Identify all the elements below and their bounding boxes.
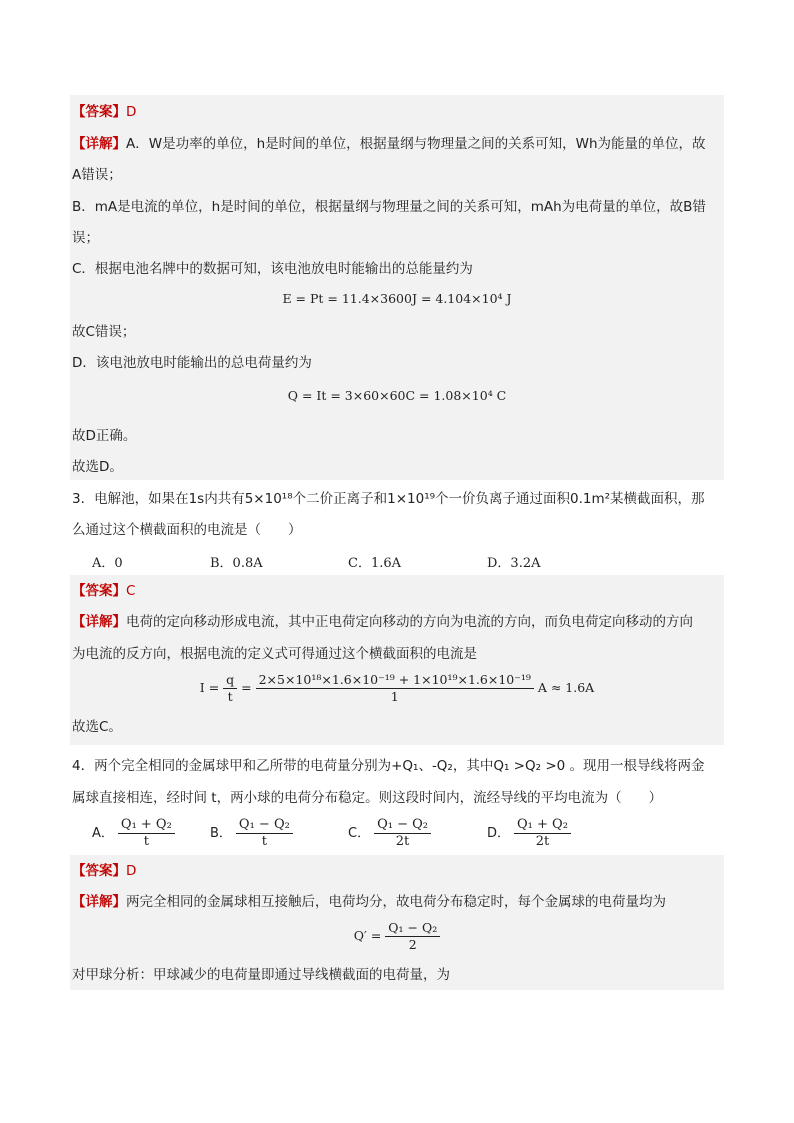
- q4-option-c: [348, 817, 431, 850]
- answer-tag: 【答案】: [72, 583, 126, 599]
- frac-num: Q₁ − Q₂: [374, 817, 431, 834]
- q3-detail-2: 为电流的反方向，根据电流的定义式可得通过这个横截面积的电流是: [72, 646, 477, 662]
- q3-detail-1: [72, 612, 724, 632]
- q2-detail-d: D．该电池放电时能输出的总电荷量约为: [72, 355, 312, 371]
- answer-value: D: [126, 104, 137, 120]
- q3-option-a: A．0: [92, 556, 123, 571]
- q3-stem-2: 么通过这个横截面积的电流是（ ）: [72, 522, 302, 538]
- q4-analysis: 对甲球分析：甲球减少的电荷量即通过导线横截面的电荷量，为: [72, 967, 450, 983]
- frac-num: 2×5×10¹⁸×1.6×10⁻¹⁹ + 1×10¹⁹×1.6×10⁻¹⁹: [256, 672, 534, 689]
- fraction-q-over-t: [223, 672, 237, 705]
- option-label: A．: [92, 826, 114, 841]
- detail-tag: 【详解】: [72, 136, 126, 152]
- frac-num: Q₁ + Q₂: [514, 817, 571, 834]
- frac-den: 2t: [535, 834, 550, 849]
- detail-text: A．W是功率的单位，h是时间的单位，根据量纲与物理量之间的关系可知，Wh为能量的单位，故: [126, 136, 706, 152]
- answer-value: D: [126, 863, 137, 879]
- frac-den: 2t: [395, 834, 410, 849]
- frac-den: 2: [408, 937, 417, 952]
- answer-value: C: [126, 583, 136, 599]
- frac-num: Q₁ + Q₂: [118, 817, 175, 834]
- formula-energy: E = Pt = 11.4×3600J = 4.104×10⁴ J: [282, 291, 512, 306]
- option-fraction: [374, 817, 431, 850]
- q4-option-a: [92, 817, 175, 850]
- q3-choose: 故选C。: [72, 719, 122, 735]
- q3-stem-1: 3．电解池，如果在1s内共有5×10¹⁸个二价正离子和1×10¹⁹个一价负离子通过面积0.1m²某横截面积，那: [72, 491, 705, 507]
- formula-lhs: I =: [199, 680, 224, 695]
- option-label: B．: [210, 826, 232, 841]
- q2-detail-b1: B．mA是电流的单位，h是时间的单位，根据量纲与物理量之间的关系可知，mAh为电荷量的单位，故B错: [72, 199, 706, 215]
- q4-option-b: [210, 817, 293, 850]
- frac-den: t: [227, 689, 233, 704]
- frac-num: q: [223, 672, 237, 689]
- formula-rhs: A ≈ 1.6A: [537, 680, 595, 695]
- fraction-q-prime: [385, 920, 440, 953]
- q2-detail-a1: [72, 134, 724, 154]
- frac-den: t: [143, 834, 149, 849]
- q3-answer: [72, 581, 724, 601]
- option-label: C．: [348, 826, 371, 841]
- answer-tag: 【答案】: [72, 104, 126, 120]
- detail-text: 两完全相同的金属球相互接触后，电荷均分，故电荷分布稳定时，每个金属球的电荷量均为: [126, 894, 666, 910]
- detail-text: 电荷的定向移动形成电流，其中正电荷定向移动的方向为电流的方向，而负电荷定向移动的方向: [126, 614, 693, 630]
- detail-tag: 【详解】: [72, 614, 126, 630]
- q2-detail-b2: 误；: [72, 230, 99, 246]
- frac-num: Q₁ − Q₂: [236, 817, 293, 834]
- q4-detail-1: [72, 892, 724, 912]
- q3-option-d: D．3.2A: [487, 556, 541, 571]
- fraction-main: [256, 672, 534, 705]
- frac-num: Q₁ − Q₂: [385, 920, 440, 937]
- q4-stem-1: 4．两个完全相同的金属球甲和乙所带的电荷量分别为+Q₁、-Q₂，其中Q₁ >Q₂ >0 。现用一根导线将两金: [72, 758, 705, 774]
- option-label: D．: [487, 826, 511, 841]
- formula-current: [70, 672, 724, 705]
- q3-option-b: B．0.8A: [210, 556, 263, 571]
- answer-tag: 【答案】: [72, 863, 126, 879]
- q2-detail-c: C．根据电池名牌中的数据可知，该电池放电时能输出的总能量约为: [72, 261, 473, 277]
- q4-option-d: [487, 817, 571, 850]
- q4-stem-2: 属球直接相连，经时间 t，两小球的电荷分布稳定。则这段时间内，流经导线的平均电流为（ ）: [72, 790, 663, 806]
- frac-den: t: [261, 834, 267, 849]
- formula-eq: =: [241, 680, 256, 695]
- formula-q-prime: [70, 920, 724, 953]
- q2-detail-d-end: 故D正确。: [72, 428, 137, 444]
- q3-option-c: C．1.6A: [348, 556, 402, 571]
- q4-answer: [72, 861, 724, 881]
- formula-lhs: Q′ =: [353, 928, 386, 943]
- option-fraction: [118, 817, 175, 850]
- q2-answer: [72, 102, 724, 122]
- frac-den: 1: [390, 689, 399, 704]
- option-fraction: [514, 817, 571, 850]
- option-fraction: [236, 817, 293, 850]
- q2-choose: 故选D。: [72, 459, 123, 475]
- formula-charge: Q = It = 3×60×60C = 1.08×10⁴ C: [287, 388, 507, 403]
- q2-detail-a2: A错误；: [72, 167, 122, 183]
- detail-tag: 【详解】: [72, 894, 126, 910]
- q2-detail-c-end: 故C错误；: [72, 324, 136, 340]
